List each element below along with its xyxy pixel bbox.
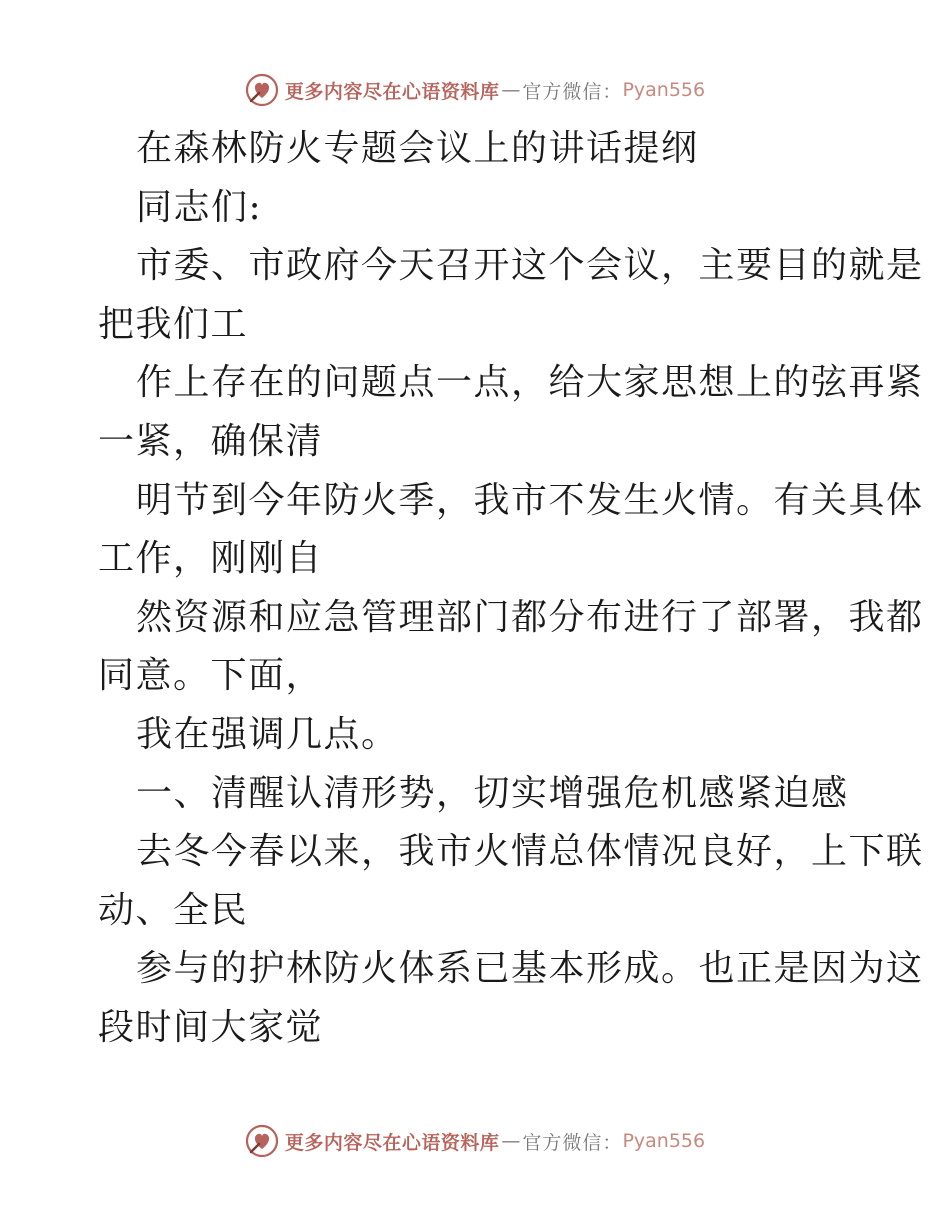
footer-watermark <box>0 1121 950 1161</box>
text-line: 工作，刚刚自 <box>98 538 324 580</box>
text-line: 明节到今年防火季，我市不发生火情。有关具体 <box>136 479 924 521</box>
text-line: 去冬今春以来，我市火情总体情况良好，上下联 <box>136 831 924 873</box>
watermark-label: 官方微信： <box>522 80 623 103</box>
header-watermark <box>0 70 950 110</box>
text-line: 然资源和应急管理部门都分布进行了部署，我都 <box>136 596 924 638</box>
watermark-label: 官方微信： <box>522 1131 623 1154</box>
text-line: 在森林防火专题会议上的讲话提纲 <box>136 128 699 169</box>
text-line: 参与的护林防火体系已基本形成。也正是因为这 <box>136 948 924 990</box>
text-line: 把我们工 <box>98 303 249 345</box>
watermark-wechat-id: Pyan556 <box>622 1130 706 1152</box>
text-line: 同意。下面， <box>98 655 324 697</box>
watermark-wechat-id: Pyan556 <box>622 79 706 101</box>
text-line: 一紧，确保清 <box>98 420 324 462</box>
watermark-brand: 更多内容尽在心语资料库 <box>284 80 500 103</box>
text-line: 一、清醒认清形势，切实增强危机感紧迫感 <box>136 772 849 814</box>
heart-pen-logo-icon <box>245 1124 279 1158</box>
heart-pen-logo-icon <box>245 73 279 107</box>
text-line: 段时间大家觉 <box>98 1006 324 1048</box>
watermark-separator: — <box>501 1130 521 1152</box>
document-body <box>98 120 924 1058</box>
text-line: 动、全民 <box>98 889 249 931</box>
watermark-brand: 更多内容尽在心语资料库 <box>284 1131 500 1154</box>
text-line: 作上存在的问题点一点，给大家思想上的弦再紧 <box>136 362 924 404</box>
text-line: 市委、市政府今天召开这个会议，主要目的就是 <box>136 245 924 287</box>
text-line: 我在强调几点。 <box>136 713 399 755</box>
watermark-separator: — <box>501 79 521 101</box>
text-line: 同志们: <box>136 186 263 228</box>
